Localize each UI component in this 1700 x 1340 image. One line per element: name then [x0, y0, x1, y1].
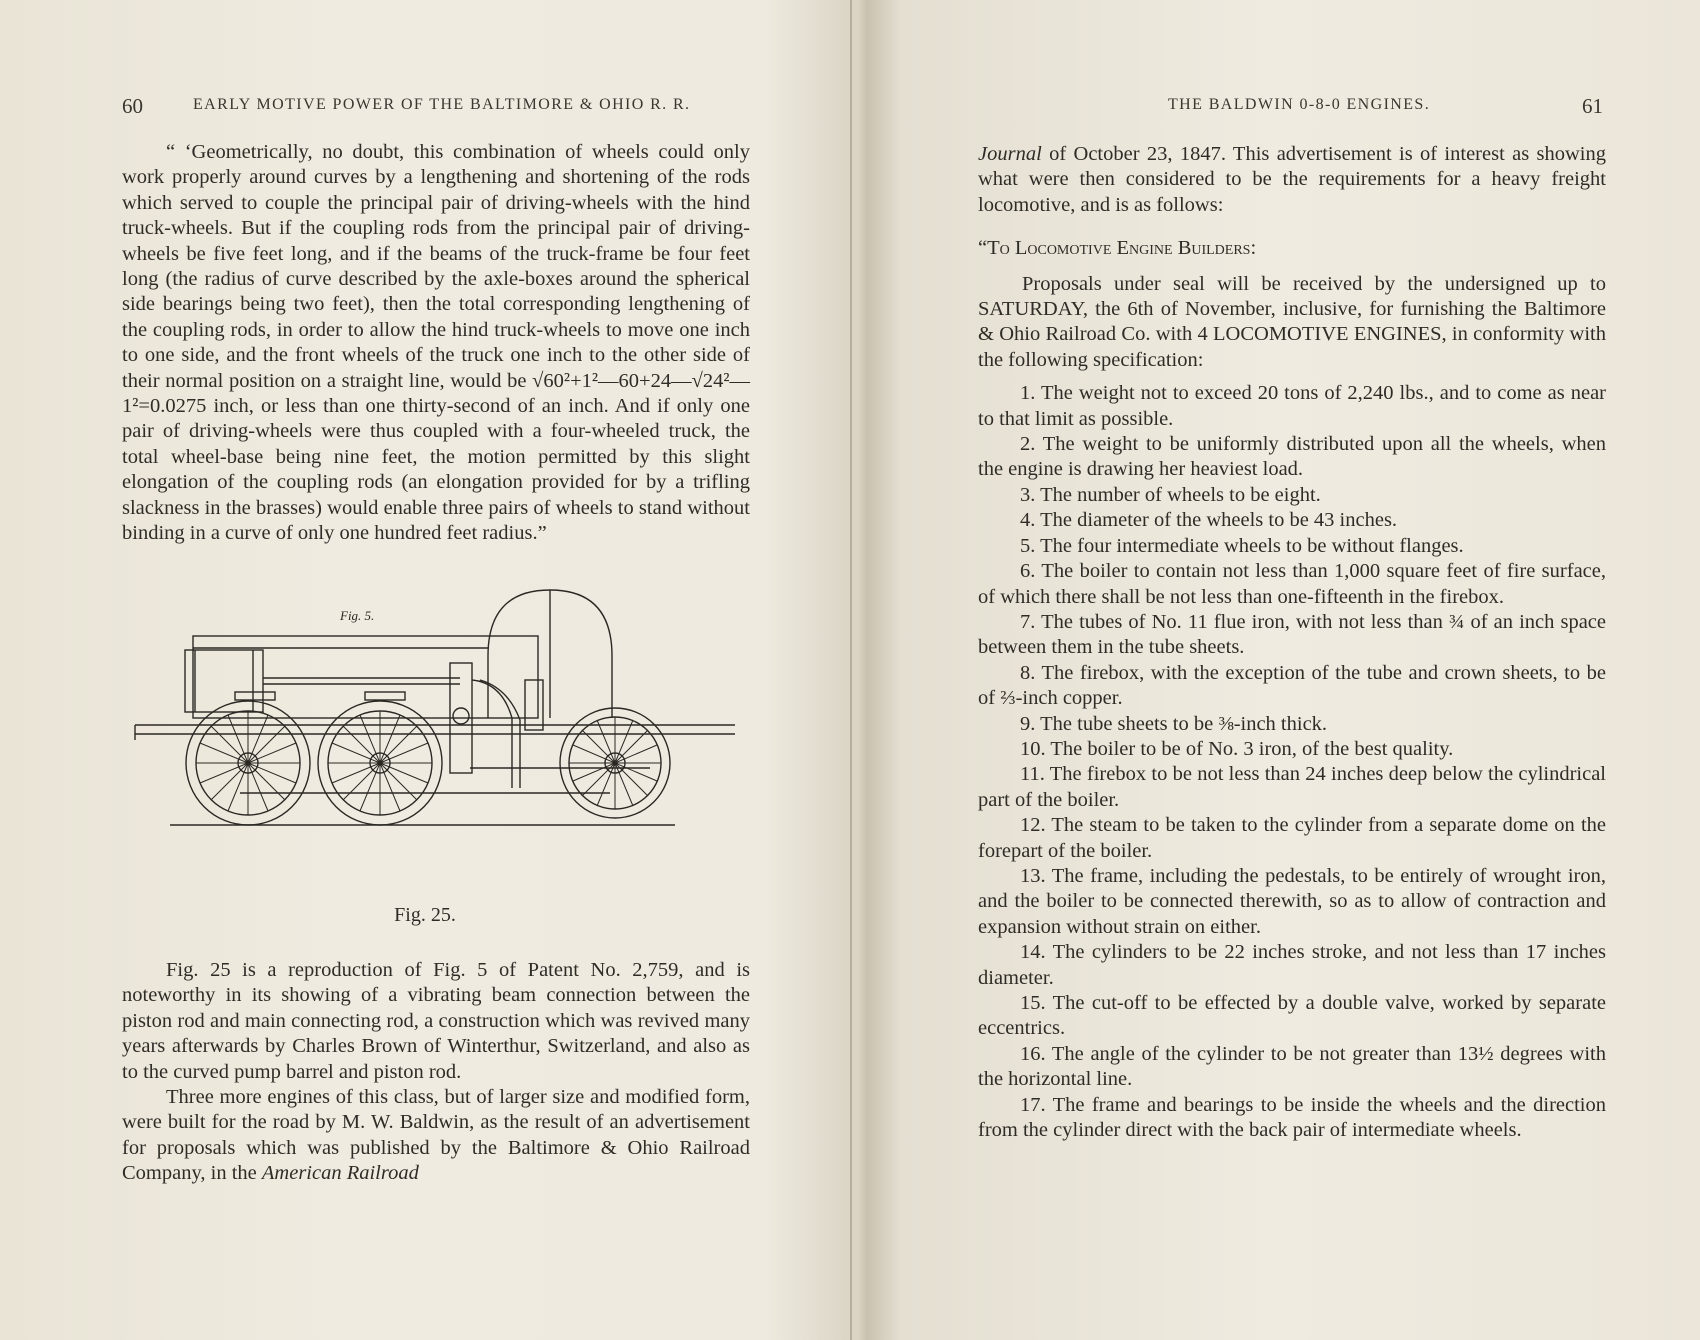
spec-item: 10. The boiler to be of No. 3 iron, of the best quality.: [1020, 737, 1454, 760]
figure-paragraphs: [122, 958, 750, 1187]
right-page: [852, 0, 1700, 1340]
spec-item: 12. The steam to be taken to the cylinder from a separate dome on the forepart of the boiler.: [978, 814, 1606, 862]
proposal-paragraph: Proposals under seal will be received by the undersigned up to SATURDAY, the 6th of November, inclusive, for furnishing the Baltimore & Ohio Railroad Co. with 4 LOCOMOTIVE ENGINES, in conformity with the following specification:: [978, 272, 1606, 371]
specification-list: [978, 381, 1606, 1143]
beam-pivot: [453, 708, 469, 724]
frame-bracket-2: [365, 692, 405, 700]
spec-item: 14. The cylinders to be 22 inches stroke, and not less than 17 inches diameter.: [978, 941, 1606, 989]
salutation: “To Locomotive Engine Builders:: [978, 237, 1257, 260]
intro-paragraph: [978, 142, 1606, 218]
spec-item: 17. The frame and bearings to be inside the wheels and the direction from the cylinder direct with the back pair of intermediate wheels.: [978, 1093, 1606, 1142]
spec-item: 7. The tubes of No. 11 flue iron, with not less than ¾ of an inch space between them in the tube sheets.: [978, 610, 1606, 659]
spec-item: 15. The cut-off to be effected by a double valve, worked by separate eccentrics.: [978, 992, 1606, 1040]
locomotive-drawing: [130, 608, 740, 898]
running-head-right: THE BALDWIN 0-8-0 ENGINES.: [1168, 96, 1431, 113]
spec-item: 8. The firebox, with the exception of the tube and crown sheets, to be of ⅔-inch copper.: [978, 661, 1606, 710]
spec-item: 16. The angle of the cylinder to be not greater than 13½ degrees with the horizontal line.: [978, 1042, 1606, 1091]
spec-item: 13. The frame, including the pedestals, to be entirely of wrought iron, and the boiler to be connected therewith, so as to allow of contraction and expansion without strain on either.: [978, 864, 1606, 938]
paragraph-engines-italic: American Railroad: [261, 1162, 419, 1185]
frame-post: [525, 680, 543, 730]
cylinder: [185, 650, 263, 712]
frame-bracket: [235, 692, 275, 700]
spec-item: 5. The four intermediate wheels to be without flanges.: [1020, 534, 1464, 557]
wheel-spokes: [196, 711, 661, 815]
spec-item: 2. The weight to be uniformly distributed upon all the wheels, when the engine is drawing her heaviest load.: [978, 433, 1606, 481]
right-page-body: [978, 142, 1606, 1143]
spec-item: 4. The diameter of the wheels to be 43 inches.: [1020, 509, 1398, 532]
page-number-left: 60: [122, 94, 143, 118]
locomotive-figure: [130, 608, 740, 898]
paragraph-fig25: Fig. 25 is a reproduction of Fig. 5 of Patent No. 2,759, and is noteworthy in its showing of a vibrating beam connection between the piston rod and main connecting rod, a construction which was revived many years afterwards by Charles Brown of Winterthur, Switzerland, and also as to the curved pump barrel and piston rod.: [122, 959, 750, 1083]
spec-item: 3. The number of wheels to be eight.: [1020, 483, 1321, 506]
spec-item: 6. The boiler to contain not less than 1,000 square feet of fire surface, of which there shall be not less than one-fifteenth in the firebox.: [978, 560, 1606, 608]
spec-item: 11. The firebox to be not less than 24 inches deep below the cylindrical part of the boiler.: [978, 763, 1606, 811]
paragraph-engines: [122, 1085, 750, 1187]
figure-caption: Fig. 25.: [394, 904, 456, 926]
quote-text: “ ‘Geometrically, no doubt, this combination of wheels could only work properly around curves by a lengthening and shortening of the rods which served to couple the principal pair of driving-wheels with the hind truck-wheels. But if the coupling rods from the principal pair of driving-wheels be five feet long, and if the beams of the truck-frame be four feet long (the radius of curve described by the axle-boxes around the spherical side bearings being two feet), then the total corresponding lengthening of the coupling rods, in order to allow the hind truck-wheels to move one inch to one side, and the front wheels of the truck one inch to the other side of their normal position on a straight line, would be √60²+1²—60+24—√24²—1²=0.0275 inch, or less than one thirty-second of an inch. And if only one pair of driving-wheels were thus coupled with a four-wheeled truck, the total wheel-base being nine feet, the motion permitted by this slight elongation of the coupling rods (an elongation provided for by a trifling slackness in the brasses) would enable three pairs of wheels to stand without binding in a curve of only one hundred feet radius.”: [122, 141, 750, 545]
paragraph-engines-text: Three more engines of this class, but of larger size and modified form, were built for the road by M. W. Baldwin, as the result of an advertisement for proposals which was published by the Baltimore & Ohio Railroad Company, in the: [122, 1086, 750, 1185]
page-number-right: 61: [1582, 94, 1603, 118]
quote-paragraph: [122, 140, 750, 547]
intro-text: of October 23, 1847. This advertisement is of interest as showing what were then considered to be the requirements for a heavy freight locomotive, and is as follows:: [978, 143, 1606, 216]
running-head-left: EARLY MOTIVE POWER OF THE BALTIMORE & OHIO R. R.: [193, 96, 691, 113]
intro-italic: Journal: [978, 143, 1042, 165]
spec-item: 9. The tube sheets to be ⅜-inch thick.: [1020, 712, 1328, 735]
figure-engraved-label: Fig. 5.: [340, 608, 375, 623]
spec-item: 1. The weight not to exceed 20 tons of 2,240 lbs., and to come as near to that limit as possible.: [978, 382, 1606, 430]
